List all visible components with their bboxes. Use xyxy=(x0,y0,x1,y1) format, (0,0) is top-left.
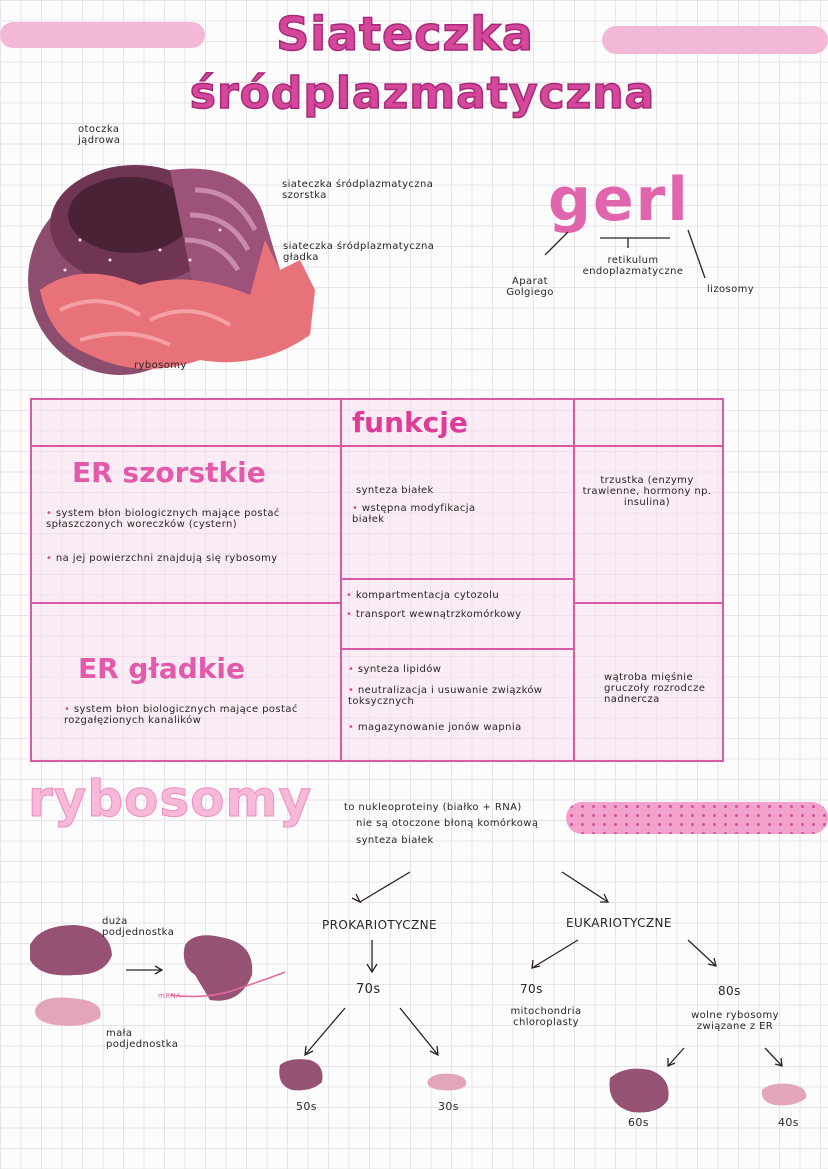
smooth-func-2: • neutralizacja i usuwanie związków toksycznych xyxy=(348,685,543,707)
label-large-subunit: duża podjednostka xyxy=(102,916,175,938)
table-line xyxy=(573,602,722,604)
label-60s: 60s xyxy=(628,1116,649,1129)
label-prokaryotic: PROKARIOTYCZNE xyxy=(322,918,437,932)
rough-func-1: synteza białek xyxy=(356,485,434,496)
smooth-func-1: • synteza lipidów xyxy=(348,664,442,675)
rough-where: trzustka (enzymy trawienne, hormony np. insulina) xyxy=(582,475,712,508)
label-80s-where: wolne rybosomy związane z ER xyxy=(691,1010,779,1032)
label-er: retikulum endoplazmatyczne xyxy=(582,255,684,277)
ribosomes-title: rybosomy xyxy=(28,770,313,828)
ribosome-info-3: synteza białek xyxy=(356,835,434,846)
label-70s-where: mitochondria chloroplasty xyxy=(510,1006,582,1028)
label-rough-er: siateczka śródplazmatyczna szorstka xyxy=(282,179,434,201)
label-40s: 40s xyxy=(778,1116,799,1129)
label-eukaryotic: EUKARIOTYCZNE xyxy=(566,916,672,930)
table-line xyxy=(30,602,340,604)
table-line xyxy=(573,398,575,760)
header-bar-left xyxy=(0,22,205,48)
label-30s: 30s xyxy=(438,1100,459,1113)
smooth-er-desc: • system błon biologicznych mające postać rozgałęzionych kanalików xyxy=(64,704,298,726)
ribosome-info-2: nie są otoczone błoną komórkową xyxy=(356,818,539,829)
smooth-er-title: ER gładkie xyxy=(78,652,246,685)
rough-func-2: • wstępna modyfikacja białek xyxy=(352,503,476,525)
label-golgi: Aparat Golgiego xyxy=(506,276,554,298)
label-70s-euk: 70s xyxy=(520,982,543,996)
page-title: Siateczka xyxy=(276,7,534,61)
ribosomes-bar xyxy=(566,802,828,834)
smooth-func-3: • magazynowanie jonów wapnia xyxy=(348,722,522,733)
rough-func-4: • transport wewnątrzkomórkowy xyxy=(346,609,522,620)
table-line xyxy=(340,578,573,580)
label-mrna: mRNA xyxy=(158,992,182,1000)
label-smooth-er: siateczka śródplazmatyczna gładka xyxy=(283,241,435,263)
label-small-subunit: mała podjednostka xyxy=(106,1028,179,1050)
label-lysosomes: lizosomy xyxy=(707,284,755,295)
rough-er-title: ER szorstkie xyxy=(72,456,266,489)
rough-er-desc2: • na jej powierzchni znajdują się rybosomy xyxy=(46,553,278,564)
rough-er-desc1: • system błon biologicznych mające postać spłaszczonych woreczków (cystern) xyxy=(46,508,280,530)
header-bar-right xyxy=(602,26,828,54)
label-50s: 50s xyxy=(296,1100,317,1113)
smooth-where: wątroba mięśnie gruczoły rozrodcze nadnercza xyxy=(604,672,706,705)
label-70s-prok: 70s xyxy=(356,982,381,997)
label-80s: 80s xyxy=(718,984,741,998)
table-header: funkcje xyxy=(352,406,468,439)
label-nuclear-envelope: otoczka jądrowa xyxy=(78,124,121,146)
table-line xyxy=(30,445,722,447)
page-subtitle: śródplazmatyczna xyxy=(189,68,656,119)
rough-func-3: • kompartmentacja cytozolu xyxy=(346,590,500,601)
gerl-word: gerl xyxy=(548,165,690,235)
label-ribosomes: rybosomy xyxy=(134,360,187,371)
table-line xyxy=(340,648,573,650)
ribosome-info-1: to nukleoproteiny (białko + RNA) xyxy=(344,802,522,813)
